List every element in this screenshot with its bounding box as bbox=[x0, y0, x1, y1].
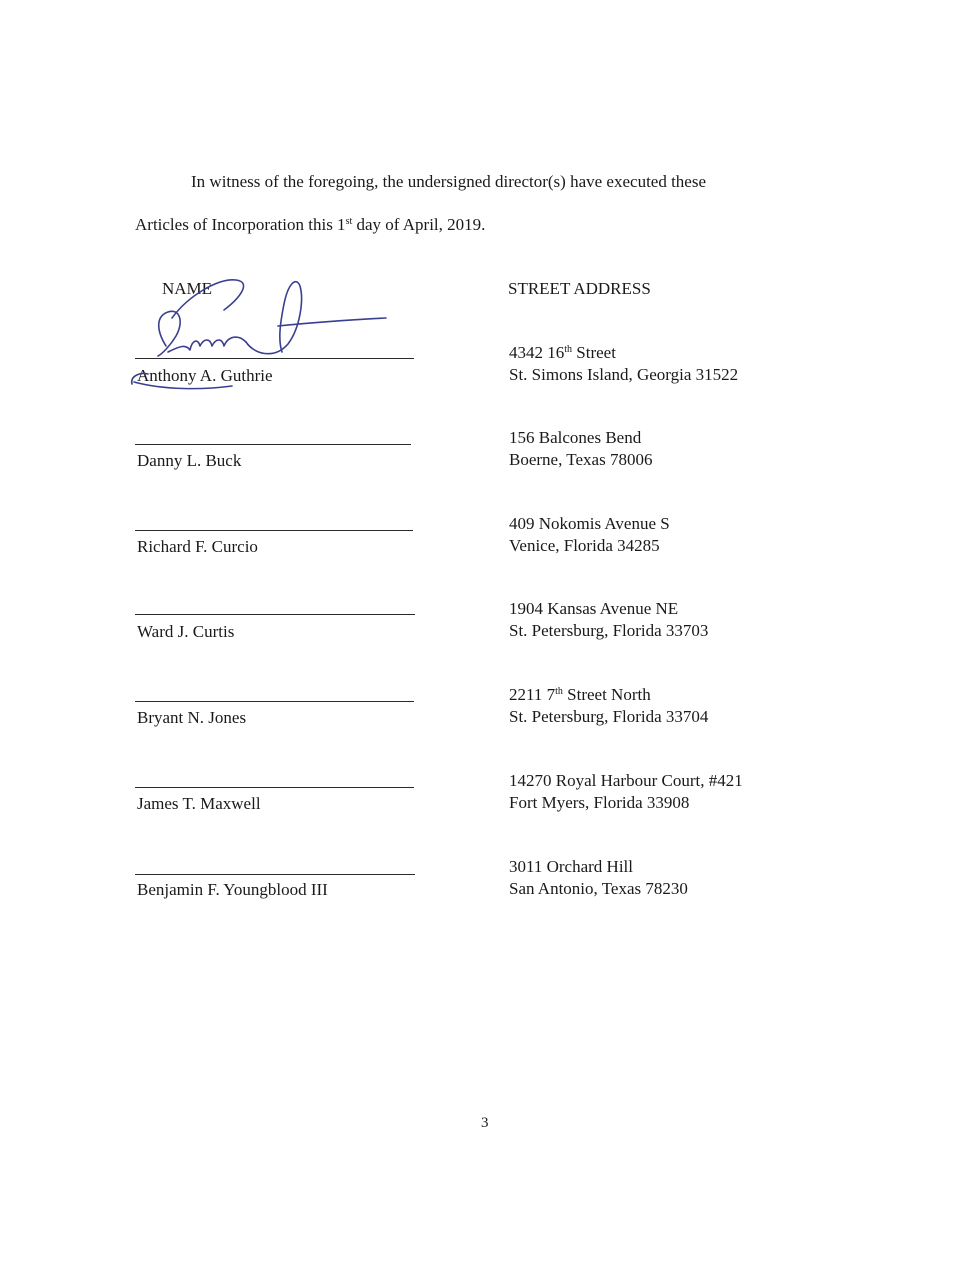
address-street-text: 156 Balcones Bend bbox=[509, 428, 642, 447]
director-name: Ward J. Curtis bbox=[137, 622, 235, 641]
intro-line-1: In witness of the foregoing, the undersigned director(s) have executed these bbox=[191, 172, 707, 191]
address-street bbox=[509, 515, 670, 532]
address-street-text: 2211 7 bbox=[509, 685, 556, 704]
signature-line bbox=[135, 701, 414, 702]
address-street bbox=[509, 344, 616, 361]
address-street bbox=[509, 686, 651, 703]
address-street bbox=[509, 858, 633, 875]
director-name: Richard F. Curcio bbox=[137, 537, 258, 556]
address-city-state-zip: San Antonio, Texas 78230 bbox=[509, 879, 688, 898]
intro-date: day of April, 2019. bbox=[352, 215, 486, 234]
address-street-text: 4342 16 bbox=[509, 343, 565, 362]
director-name: Bryant N. Jones bbox=[137, 708, 247, 727]
intro-line-2 bbox=[135, 216, 485, 233]
signature-line bbox=[135, 358, 414, 359]
signature-line bbox=[135, 614, 415, 615]
signature-line bbox=[135, 530, 413, 531]
director-name: Danny L. Buck bbox=[137, 451, 242, 470]
address-column-header: STREET ADDRESS bbox=[508, 279, 651, 298]
address-city-state-zip: St. Petersburg, Florida 33703 bbox=[509, 621, 709, 640]
address-street-suffix: Street bbox=[572, 343, 616, 362]
address-city-state-zip: St. Petersburg, Florida 33704 bbox=[509, 707, 709, 726]
page-number: 3 bbox=[481, 1115, 489, 1131]
address-street bbox=[509, 772, 743, 789]
address-street-text: 14270 Royal Harbour Court, #421 bbox=[509, 771, 743, 790]
name-column-header: NAME bbox=[162, 279, 213, 298]
address-street-text: 3011 Orchard Hill bbox=[509, 857, 634, 876]
address-street-text: 409 Nokomis Avenue S bbox=[509, 514, 670, 533]
address-street-suffix: Street North bbox=[562, 685, 651, 704]
director-name: Anthony A. Guthrie bbox=[137, 366, 273, 385]
signature-line bbox=[135, 787, 414, 788]
director-name: Benjamin F. Youngblood III bbox=[137, 880, 328, 899]
address-ordinal-suffix: th bbox=[555, 686, 563, 697]
address-city-state-zip: Fort Myers, Florida 33908 bbox=[509, 793, 690, 812]
address-city-state-zip: Venice, Florida 34285 bbox=[509, 536, 660, 555]
intro-text: Articles of Incorporation this 1 bbox=[135, 215, 346, 234]
address-street bbox=[509, 429, 641, 446]
address-city-state-zip: St. Simons Island, Georgia 31522 bbox=[509, 365, 739, 384]
address-city-state-zip: Boerne, Texas 78006 bbox=[509, 450, 653, 469]
signature-line bbox=[135, 874, 415, 875]
director-name: James T. Maxwell bbox=[137, 794, 261, 813]
address-ordinal-suffix: th bbox=[564, 344, 573, 355]
signature-line bbox=[135, 444, 411, 445]
address-street-text: 1904 Kansas Avenue NE bbox=[509, 599, 679, 618]
address-street bbox=[509, 600, 678, 617]
intro-superscript: st bbox=[345, 216, 353, 227]
